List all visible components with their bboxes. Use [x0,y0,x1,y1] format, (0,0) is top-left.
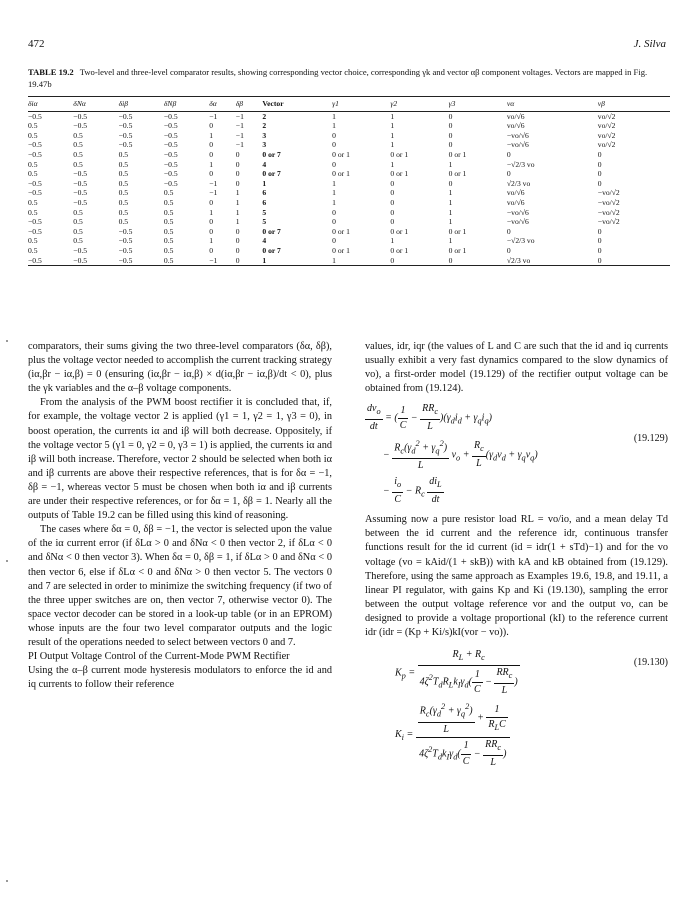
table-cell: −1 [209,256,236,266]
table-cell: vo/√6 [506,111,525,121]
equation-19-130-ki: $K_i$ = $\frac{R_c(\gamma_d^2 + \gamma_q^2)}{L}$ + $\frac{1}{R_LC}$ $4\zeta^2T_dk_I\gamma_d$( $\frac{1}{C}$ − $\frac{RR_c}{L}$ ) [365,700,668,770]
column-header: δβ [236,97,263,112]
table-cell: 0 [332,236,336,246]
table-cell: 1 [448,197,453,207]
equation-19-130-kp: $K_p$ = $R_L + R_c$ $4\zeta^2T_dR_Lk_I\gamma_d$( $\frac{1}{C}$ − $\frac{RR_c}{L}$ ) [395,649,518,697]
comparator-table [28,96,670,266]
equation-19-129-line-1: $\frac{dv_o}{dt}$ = ( $\frac{1}{C}$ − $\frac{RR_c}{L}$ )$(\gamma_di_d + \gamma_qi_q)$ [367,403,492,433]
table-row [28,198,670,208]
table-cell: 0 [235,236,240,246]
table-cell: 1 [235,207,240,217]
table-cell: 0 [448,121,453,131]
left-column [28,340,332,692]
table-cell: 0 [332,217,336,227]
table-cell: −0.5 [73,245,88,255]
table-cell: 1 [235,217,240,227]
table-cell: 2 [262,111,267,121]
column-header: δNβ [164,97,209,112]
margin-mark [6,560,8,562]
table-body [28,111,670,266]
table-cell: 0.5 [28,197,38,207]
table-cell: 0.5 [73,236,83,246]
table-cell: 0 [448,140,453,150]
table-cell: −1 [209,188,218,198]
column-header: γ2 [390,97,448,112]
table-row [28,217,670,227]
table-cell: −1 [209,178,218,188]
table-header [28,97,670,112]
table-cell: 0.5 [28,245,38,255]
table-cell: −0.5 [118,245,133,255]
table-cell: 0.5 [163,188,174,198]
table-cell: −0.5 [28,256,73,266]
table-cell: 0 [506,149,511,159]
table-cell: 0.5 [118,197,129,207]
table-cell: −1 [235,121,244,131]
table-cell: 0 [506,169,511,179]
table-cell: 0.5 [28,121,38,131]
table-cell: −0.5 [73,178,88,188]
table-cell: 0 [235,178,240,188]
table-cell: 0.5 [118,159,129,169]
table-cell: 1 [332,111,336,121]
table-cell: −vo/√2 [597,207,620,217]
table-cell: 0.5 [28,207,38,217]
table-cell: 0.5 [164,256,209,266]
equation-19-129 [365,402,668,507]
table-cell: −1 [235,140,244,150]
table-cell: 0 [597,149,602,159]
table-cell: vo/√6 [506,121,525,131]
column-header: δiβ [119,97,164,112]
table-row [28,227,670,237]
table-row [28,121,670,131]
table-header-row [28,97,670,112]
table-cell: 1 [209,130,213,140]
table-cell: −0.5 [163,140,178,150]
table-cell: 0 [597,159,602,169]
table-cell: √2/3 vo [506,178,531,188]
table-cell: 5 [262,217,267,227]
table-cell: 1 [390,130,395,140]
table-cell: 1 [448,207,453,217]
table-cell: −√2/3 vo [506,236,535,246]
table-cell: −0.5 [118,226,133,236]
left-paragraph-4: Using the α–β current mode hysteresis modulators to enforce the id and iq currents to follow their reference [28,665,332,691]
table-row [28,131,670,141]
table-cell: 0.5 [163,245,174,255]
table-cell: 0 or 1 [332,245,350,255]
table-cell: 0 or 7 [262,169,281,179]
table-cell: 0 [209,140,213,150]
table-cell: 0 or 7 [262,149,281,159]
table-cell: −0.5 [163,121,178,131]
table-cell: −0.5 [73,111,88,121]
table-cell: −0.5 [28,178,42,188]
table-cell: −0.5 [118,121,133,131]
column-header: vα [507,97,598,112]
table-cell: −0.5 [163,130,178,140]
table-cell: 1 [448,217,453,227]
table-caption-text: Two-level and three-level comparator results, showing corresponding vector choice, corresponding γk and vector αβ component voltages. Vectors are mapped in Fig. 19.47b [28,67,648,89]
right-paragraph-2: Assuming now a pure resistor load RL = vo/io, and a mean delay Td between the id current and the reference idr, continuous transfer functions result for the id current (id = idr(1 + sTd)−1) and for the vo voltage (vo = kAid/(1 + skB)) with kA and kB obtained from (19.129). Therefore, using the same approach as Examples 19.6, 19.8, and 19.11, a linear PI regulator, with gains Kp and Ki (19.130), sampling the error between the output voltage reference vor and the output vo, can be designed to provide a voltage proportional (kI) to the reference current idr (idr = (Kp + Ki/s)kI(vor − vo)). [365,514,668,639]
table-cell: 0 [332,207,336,217]
table-cell: 0.5 [28,236,38,246]
table-cell: −1 [235,111,244,121]
equation-19-129-line-3: − $\frac{i_o}{C}$ − $R_c$ $\frac{di_L}{dt}$ [383,476,442,506]
table-cell: 0.5 [73,207,83,217]
table-cell: 0 [506,245,511,255]
table-cell: 0.5 [163,207,174,217]
table-cell: 0.5 [118,149,129,159]
table-cell: 0 or 1 [390,149,409,159]
right-column [365,340,668,776]
table-cell: 0 [209,169,213,179]
table-cell: −0.5 [73,169,88,179]
table-cell: 0 [209,217,213,227]
table-cell: 0 [448,130,453,140]
table-cell: 5 [262,207,267,217]
table-cell: 1 [209,236,213,246]
table-cell: 0 or 1 [390,226,409,236]
table-cell: −vo/√2 [597,188,620,198]
equation-number-19-130: (19.130) [633,657,668,669]
table-cell: −0.5 [163,178,178,188]
table-row [28,111,670,121]
table-cell: 0.5 [73,140,83,150]
left-paragraph-2: From the analysis of the PWM boost rectifier it is concluded that, if, for example, the voltage vector 2 is applied (γ1 = 1, γ2 = 1, γ3 = 0), in boost operation, the currents iα and iβ will both decrease. Oppositely, if the voltage vector 5 (γ1 = 0, γ2 = 0, γ3 = 1) is applied, the currents iα and iβ will both increase. Therefore, vector 2 should be selected when both iα and iβ currents are above their respective references, that is for δα = −1, δβ = −1, whereas vector 5 must be chosen when both iα and iβ currents are under their respective references, or for δα = 1, δβ = 1. Nearly all the outputs of Table 19.2 can be filled using this kind of reasoning. [28,397,332,522]
table-cell: 0 [390,207,395,217]
table-cell: 1 [332,256,390,266]
table-cell: 0.5 [73,226,83,236]
table-cell: 0 [597,226,602,236]
section-title: PI Output Voltage Control of the Current-Mode PWM Rectifier [28,651,290,663]
table-cell: 6 [262,188,267,198]
table-cell: 0 [332,159,336,169]
table-cell: √2/3 vo [507,256,598,266]
table-cell: 0 [449,256,507,266]
table-cell: 0 [597,169,602,179]
table-cell: −√2/3 vo [506,159,535,169]
table-cell: 0 [209,149,213,159]
table-cell: −0.5 [163,159,178,169]
table-caption [28,66,668,90]
table-cell: 0.5 [118,169,129,179]
table-cell: 0 [209,226,213,236]
table-cell: −0.5 [28,188,42,198]
table-row [28,208,670,218]
right-paragraph-1: values, idr, iqr (the values of L and C are such that the id and iq currents usually exhibit a very fast dynamics compared to the slow dynamics of vo), a first-order model (19.129) of the rectifier output voltage can be obtained from (19.124). [365,341,668,395]
table-cell: 1 [448,236,453,246]
table-cell: 1 [390,121,395,131]
margin-mark [6,880,8,882]
table-cell: 0 [597,236,602,246]
table-cell: 0 [209,197,213,207]
table-cell: 0 or 1 [448,169,467,179]
table-cell: −0.5 [73,121,88,131]
table-row [28,169,670,179]
table-cell: −1 [209,111,218,121]
table-cell: 0 [448,178,453,188]
table-cell: −vo/√2 [597,197,620,207]
table-cell: 0 [390,217,395,227]
table-cell: 4 [262,159,267,169]
table-cell: 0 or 1 [332,226,350,236]
margin-mark [6,340,8,342]
table-cell: 0 [235,169,240,179]
table-cell: −0.5 [28,111,42,121]
column-header: Vector [262,97,332,112]
table-cell: 0.5 [73,159,83,169]
table-cell: 0.5 [73,149,83,159]
table-cell: 0 [235,149,240,159]
equation-19-130 [365,648,668,770]
table-cell: 0 [506,226,511,236]
table-cell: 1 [235,188,240,198]
table-cell: 1 [448,159,453,169]
table-cell: 0 or 1 [448,226,467,236]
table-cell: 0 [597,178,602,188]
table-cell: 0 or 1 [332,149,350,159]
table-cell: 0.5 [163,197,174,207]
table-row [28,140,670,150]
table-cell: 1 [262,256,332,266]
table-cell: vo/√6 [506,197,525,207]
table-cell: −0.5 [163,149,178,159]
table-cell: −0.5 [163,111,178,121]
table-cell: 0 [209,245,213,255]
table-cell: 0 [597,245,602,255]
table-cell: 0 [448,111,453,121]
equation-19-129-line-2: − $\frac{R_c(\gamma_d^2 + \gamma_q^2)}{L}$ $v_o$ + $\frac{R_c}{L}$ $(\gamma_dv_d + \gamma_qv_q)$ [383,438,538,471]
table-cell: 0 [390,178,395,188]
table-cell: 1 [390,236,395,246]
table-cell: 0 [390,188,395,198]
table-cell: 0 [332,130,336,140]
table-cell: 1 [235,197,240,207]
table-cell: −0.5 [28,149,42,159]
table-cell: 1 [332,197,336,207]
table-cell: 0 [235,245,240,255]
table-cell: 0 or 1 [332,169,350,179]
table-cell: −0.5 [73,188,88,198]
table-cell: −0.5 [118,111,133,121]
table-cell: −0.5 [28,217,42,227]
table-cell: 0.5 [118,217,129,227]
column-header: vβ [598,97,670,112]
table-cell: −0.5 [163,169,178,179]
table-cell: −0.5 [118,236,133,246]
table-cell: 0 or 7 [262,245,281,255]
table-cell: 0 or 1 [390,169,409,179]
table-cell: 0.5 [28,130,38,140]
table-cell: 1 [209,207,213,217]
column-header: δα [209,97,236,112]
column-header: δiα [28,97,73,112]
table-cell: 1 [390,140,395,150]
left-paragraph-1: comparators, their sums giving the two three-level comparators (δα, δβ), plus the voltage vector needed to accomplish the current tracking strategy (iα,βr − iα,β) = 0 (ensuring (iα,βr − iα,β) × d(iα,βr − iα,β)/dt < 0), plus the γk variables and the α–β voltage components. [28,341,332,395]
running-head: J. Silva [633,38,666,50]
table-cell: 0 [332,140,336,150]
table-cell: −0.5 [118,130,133,140]
column-header: δNα [73,97,118,112]
left-paragraph-3: The cases where δα = 0, δβ = −1, the vector is selected upon the value of the iα current error (if δLα > 0 and δNα < 0 then vector 2, if δLα < 0 and δNα < 0 then vector 3). When δα = 0, δβ = 1, if δLα > 0 and δNα < 0 then vector 6, else if δLα < 0 and δNα > 0 then vector 5. The vectors 0 and 7 are selected in order to minimize the switching frequency (if two of the three upper switches are on, then vector 7, otherwise vector 0). The space vector decoder can be stored in a look-up table (or in an EPROM) whose inputs are the four two level comparator outputs and the logic result of the operations needed to select between vectors 0 and 7. [28,524,332,648]
table-row [28,188,670,198]
table-cell: vo/√2 [597,121,616,131]
table-cell: 0 [390,256,448,266]
table-cell: vo/√2 [597,140,616,150]
table-cell: 0.5 [118,207,129,217]
table-cell: 0 or 1 [448,149,467,159]
table-cell: −0.5 [73,256,118,266]
table-cell: −0.5 [28,140,42,150]
table-cell: −vo/√6 [506,130,529,140]
equation-number-19-129: (19.129) [633,433,668,445]
table-cell: −vo/√6 [506,140,529,150]
table-cell: 6 [262,197,267,207]
table-cell: 0.5 [118,188,129,198]
table-cell: 0 [209,121,213,131]
table-row [28,246,670,256]
table-cell: −0.5 [28,226,42,236]
table-cell: 1 [332,178,336,188]
table-cell: 3 [262,130,267,140]
table-cell: 0.5 [28,169,38,179]
table-cell: 0.5 [163,236,174,246]
table-row [28,256,670,266]
table-cell: 0 or 7 [262,226,281,236]
table-cell: 1 [448,188,453,198]
table-cell: 0 [236,256,263,266]
table-cell: −vo/√6 [506,217,529,227]
table-row [28,236,670,246]
table-cell: 0.5 [73,130,83,140]
table-cell: 0.5 [73,217,83,227]
table-cell: 0.5 [163,217,174,227]
table-cell: 4 [262,236,267,246]
table-cell: 2 [262,121,267,131]
table-row [28,179,670,189]
table-cell: 0 or 1 [390,245,409,255]
table-cell: vo/√6 [506,188,525,198]
column-header: γ3 [449,97,507,112]
table-cell: −0.5 [118,140,133,150]
table-cell: −vo/√6 [506,207,529,217]
table-cell: 0.5 [118,178,129,188]
table-cell: 1 [390,111,395,121]
table-cell: vo/√2 [597,130,616,140]
table-cell: 0 [235,159,240,169]
table-cell: 0 or 1 [448,245,467,255]
table-cell: 0.5 [163,226,174,236]
table-cell: −0.5 [73,197,88,207]
page-number: 472 [28,38,45,50]
table-cell: 1 [209,159,213,169]
table-cell: 0 [235,226,240,236]
table-row [28,160,670,170]
table-cell: 0.5 [28,159,38,169]
table-cell: −vo/√2 [597,217,620,227]
table-cell: 1 [262,178,267,188]
table-cell: vo/√2 [597,111,616,121]
table-cell: 1 [390,159,395,169]
table-cell: −1 [235,130,244,140]
table-cell: 1 [332,121,336,131]
table-caption-label: TABLE 19.2 [28,67,74,77]
table-row [28,150,670,160]
column-header: γ1 [332,97,390,112]
table-cell: 3 [262,140,267,150]
table-cell: −0.5 [119,256,164,266]
table-cell: 0 [598,256,670,266]
table-cell: 1 [332,188,336,198]
table-cell: 0 [390,197,395,207]
